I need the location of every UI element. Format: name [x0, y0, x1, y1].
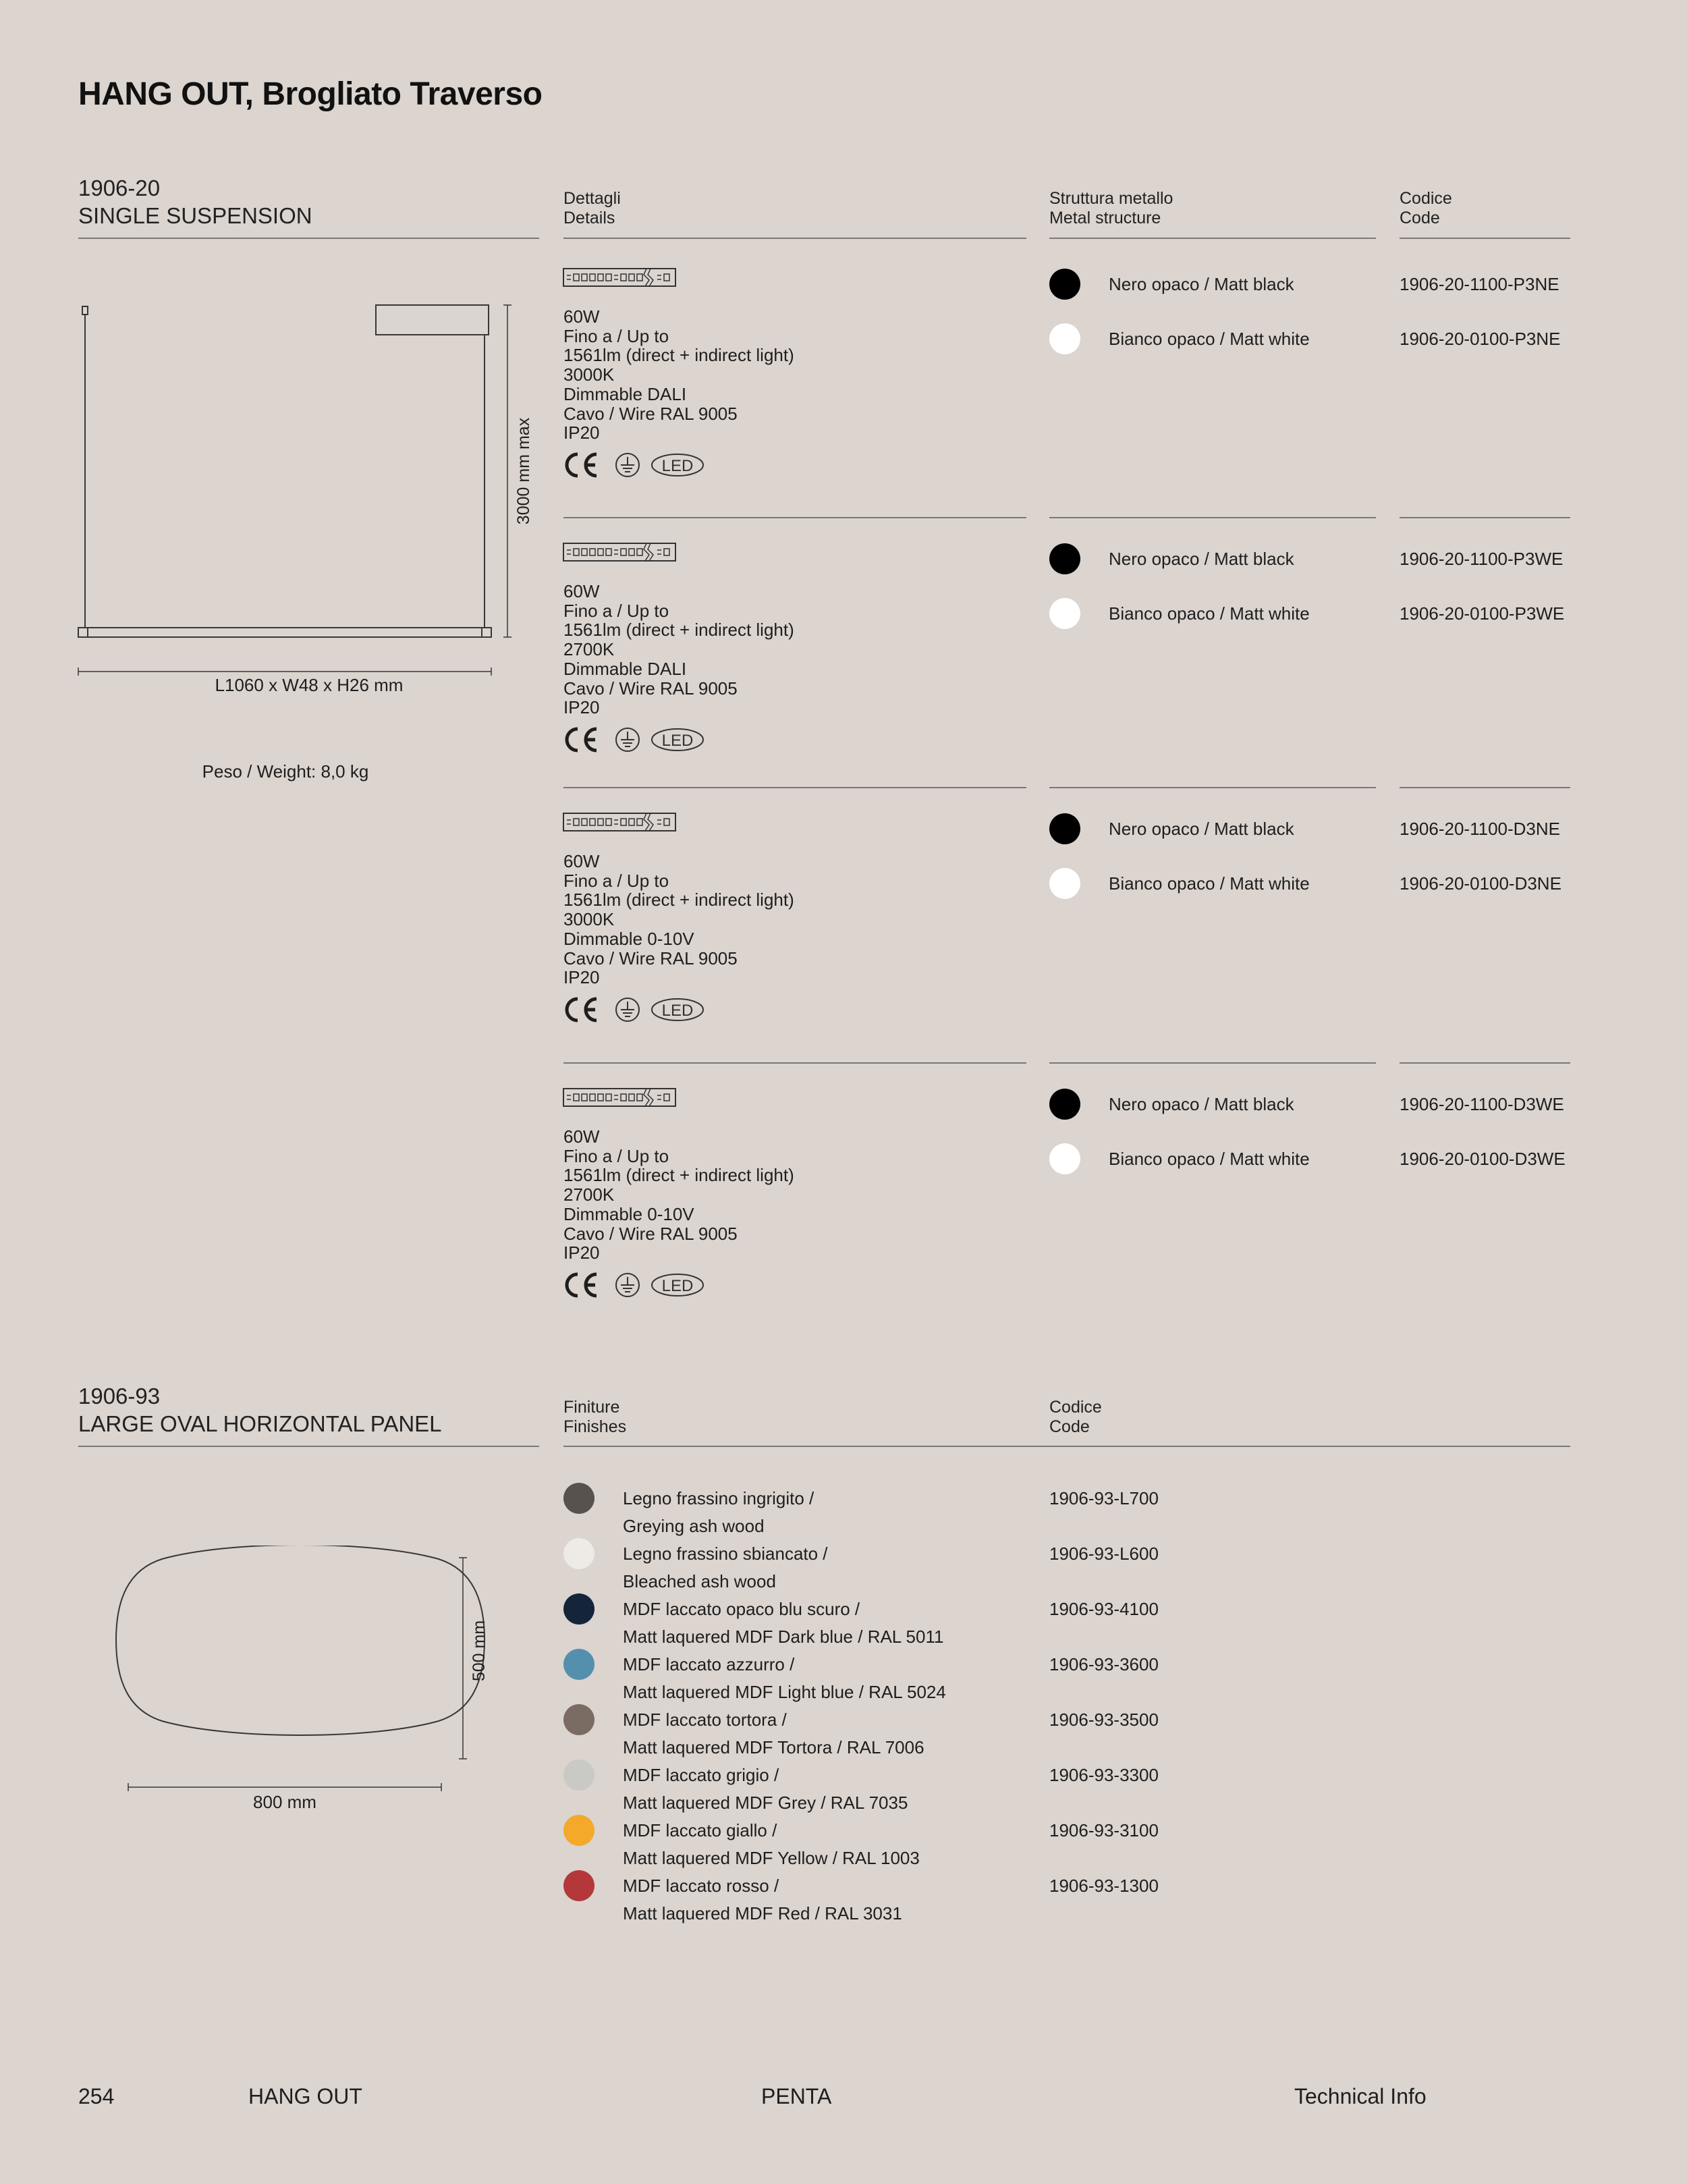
width-dimension-label: 800 mm [253, 1792, 316, 1812]
spec-line: IP20 [563, 422, 600, 443]
color-swatch [563, 1483, 594, 1514]
product-code-heading [78, 1382, 442, 1438]
finish-name: MDF laccato azzurro / [623, 1654, 795, 1674]
spec-list [563, 1127, 794, 1263]
product-code-value: 1906-20-0100-D3NE [1400, 873, 1561, 894]
ground-symbol-icon [614, 726, 641, 753]
spec-line: Cavo / Wire RAL 9005 [563, 1223, 738, 1244]
header-label-en: Finishes [563, 1417, 627, 1436]
finish-name: MDF laccato rosso / [623, 1876, 779, 1896]
finish-name: Nero opaco / Matt black [1109, 1094, 1294, 1114]
header-label-en: Metal structure [1049, 209, 1161, 227]
finish-name: Bleached ash wood [623, 1571, 776, 1591]
divider [1049, 517, 1376, 518]
color-swatch [1049, 813, 1080, 844]
finish-name: Nero opaco / Matt black [1109, 274, 1294, 294]
spec-line: IP20 [563, 1243, 600, 1263]
oval-panel-drawing [115, 1546, 506, 1816]
led-badge-icon [651, 1272, 704, 1299]
product-name: SINGLE SUSPENSION [78, 203, 312, 228]
product-code-value: 1906-93-3100 [1049, 1820, 1159, 1840]
spec-line: Dimmable DALI [563, 383, 687, 404]
color-swatch [1049, 868, 1080, 899]
product-code: 1906-93 [78, 1384, 161, 1409]
header-label-it: Codice [1049, 1398, 1102, 1417]
finish-name: Matt laquered MDF Yellow / RAL 1003 [623, 1848, 920, 1868]
divider [1400, 787, 1570, 788]
spec-line: Fino a / Up to [563, 600, 669, 621]
product-code-value: 1906-20-0100-P3NE [1400, 329, 1561, 349]
divider [1049, 1062, 1376, 1064]
led-badge-icon [651, 726, 704, 753]
spec-line: 60W [563, 851, 600, 871]
color-swatch [1049, 1089, 1080, 1120]
spec-line: IP20 [563, 697, 600, 718]
color-swatch [1049, 543, 1080, 574]
column-header-details [563, 189, 621, 228]
color-swatch [563, 1593, 594, 1625]
spec-line: 3000K [563, 909, 615, 930]
divider [1049, 787, 1376, 788]
header-label-it: Dettagli [563, 189, 621, 208]
divider [78, 238, 539, 239]
led-badge-label: LED [661, 1002, 694, 1020]
divider [563, 517, 1026, 518]
spec-line: 60W [563, 581, 600, 601]
spec-line: 1561lm (direct + indirect light) [563, 620, 794, 640]
spec-line: Fino a / Up to [563, 1145, 669, 1166]
spec-line: Dimmable 0-10V [563, 1203, 694, 1224]
column-header-structure [1049, 189, 1173, 228]
weight-label: Peso / Weight: 8,0 kg [202, 761, 369, 782]
ce-mark-icon [563, 1272, 599, 1299]
ground-symbol-icon [614, 996, 641, 1023]
product-code-value: 1906-93-L600 [1049, 1544, 1159, 1564]
finish-name: Matt laquered MDF Grey / RAL 7035 [623, 1793, 908, 1813]
spec-line: 3000K [563, 364, 615, 385]
product-code-value: 1906-20-1100-D3NE [1400, 819, 1560, 839]
product-name: LARGE OVAL HORIZONTAL PANEL [78, 1411, 442, 1436]
color-swatch [563, 1870, 594, 1901]
finish-name: Matt laquered MDF Red / RAL 3031 [623, 1903, 902, 1923]
divider [563, 1446, 1570, 1447]
led-badge-label: LED [661, 457, 694, 475]
spec-line: 1561lm (direct + indirect light) [563, 1165, 794, 1186]
product-code-value: 1906-20-0100-P3WE [1400, 603, 1565, 624]
spec-line: Dimmable DALI [563, 658, 687, 679]
divider [563, 1062, 1026, 1064]
product-code-value: 1906-93-3600 [1049, 1654, 1159, 1674]
color-swatch [563, 1538, 594, 1569]
led-badge-icon [651, 996, 704, 1023]
height-dimension-label: 3000 mm max [514, 417, 533, 525]
spec-line: 2700K [563, 639, 615, 660]
spec-line: Dimmable 0-10V [563, 928, 694, 949]
led-strip-icon [563, 541, 677, 564]
color-swatch [1049, 598, 1080, 629]
column-header-code [1049, 1398, 1102, 1437]
dimensions-label: L1060 x W48 x H26 mm [215, 675, 404, 695]
header-label-it: Finiture [563, 1398, 620, 1417]
spec-line: Fino a / Up to [563, 870, 669, 891]
product-code-value: 1906-20-1100-P3WE [1400, 549, 1564, 569]
spec-line: 1561lm (direct + indirect light) [563, 890, 794, 910]
finish-name: MDF laccato tortora / [623, 1710, 787, 1730]
divider [78, 1446, 539, 1447]
column-header-code [1400, 189, 1452, 228]
finish-name: MDF laccato giallo / [623, 1820, 777, 1840]
product-code-value: 1906-93-1300 [1049, 1876, 1159, 1896]
header-label-it: Struttura metallo [1049, 189, 1173, 208]
spec-line: Cavo / Wire RAL 9005 [563, 678, 738, 699]
divider [563, 238, 1026, 239]
finish-name: Nero opaco / Matt black [1109, 819, 1294, 839]
spec-line: Fino a / Up to [563, 325, 669, 346]
ce-mark-icon [563, 452, 599, 479]
color-swatch [563, 1759, 594, 1791]
color-swatch [563, 1704, 594, 1735]
product-code-heading [78, 174, 312, 229]
spec-list [563, 852, 794, 987]
ce-mark-icon [563, 996, 599, 1023]
finish-name: Bianco opaco / Matt white [1109, 1149, 1310, 1169]
led-strip-icon [563, 267, 677, 290]
product-code-value: 1906-93-4100 [1049, 1599, 1159, 1619]
spec-line: 60W [563, 306, 600, 327]
color-swatch [1049, 1143, 1080, 1174]
spec-line: 60W [563, 1126, 600, 1147]
spec-line: 1561lm (direct + indirect light) [563, 345, 794, 366]
color-swatch [563, 1649, 594, 1680]
led-badge-label: LED [661, 732, 694, 750]
footer-brand: PENTA [761, 2084, 832, 2108]
column-header-finishes [563, 1398, 626, 1437]
led-strip-icon [563, 811, 677, 834]
color-swatch [1049, 323, 1080, 354]
product-code: 1906-20 [78, 175, 161, 200]
finish-name: Legno frassino sbiancato / [623, 1544, 828, 1564]
finish-name: Nero opaco / Matt black [1109, 549, 1294, 569]
header-label-it: Codice [1400, 189, 1452, 208]
product-code-value: 1906-20-1100-D3WE [1400, 1094, 1564, 1114]
finish-name: Bianco opaco / Matt white [1109, 873, 1310, 894]
divider [1400, 238, 1570, 239]
spec-list [563, 307, 794, 443]
finish-name: Matt laquered MDF Dark blue / RAL 5011 [623, 1627, 944, 1647]
ce-mark-icon [563, 726, 599, 753]
suspension-lamp-drawing [67, 297, 540, 702]
color-swatch [1049, 269, 1080, 300]
divider [563, 787, 1026, 788]
led-strip-icon [563, 1087, 677, 1110]
ground-symbol-icon [614, 1272, 641, 1299]
product-code-value: 1906-93-3300 [1049, 1765, 1159, 1785]
product-code-value: 1906-93-3500 [1049, 1710, 1159, 1730]
divider [1400, 517, 1570, 518]
led-badge-icon [651, 452, 704, 479]
divider [1049, 238, 1376, 239]
finish-name: Matt laquered MDF Light blue / RAL 5024 [623, 1682, 946, 1702]
finish-name: Legno frassino ingrigito / [623, 1488, 814, 1508]
ground-symbol-icon [614, 452, 641, 479]
spec-line: Cavo / Wire RAL 9005 [563, 403, 738, 424]
footer-collection: HANG OUT [248, 2084, 362, 2108]
spec-line: 2700K [563, 1184, 615, 1205]
header-label-en: Details [563, 209, 615, 227]
spec-line: IP20 [563, 967, 600, 988]
divider [1400, 1062, 1570, 1064]
finish-name: Matt laquered MDF Tortora / RAL 7006 [623, 1737, 924, 1757]
header-label-en: Code [1400, 209, 1440, 227]
finish-name: Greying ash wood [623, 1516, 765, 1536]
product-code-value: 1906-20-1100-P3NE [1400, 274, 1559, 294]
footer-section: Technical Info [1294, 2084, 1427, 2108]
header-label-en: Code [1049, 1417, 1090, 1436]
finish-name: Bianco opaco / Matt white [1109, 603, 1310, 624]
height-dimension-label: 500 mm [470, 1620, 489, 1682]
finish-name: MDF laccato opaco blu scuro / [623, 1599, 860, 1619]
page-title: HANG OUT, Brogliato Traverso [78, 76, 543, 112]
product-code-value: 1906-93-L700 [1049, 1488, 1159, 1508]
finish-name: Bianco opaco / Matt white [1109, 329, 1310, 349]
finish-name: MDF laccato grigio / [623, 1765, 779, 1785]
spec-line: Cavo / Wire RAL 9005 [563, 948, 738, 968]
led-badge-label: LED [661, 1277, 694, 1295]
color-swatch [563, 1815, 594, 1846]
page-number: 254 [78, 2084, 115, 2108]
spec-list [563, 582, 794, 717]
product-code-value: 1906-20-0100-D3WE [1400, 1149, 1566, 1169]
